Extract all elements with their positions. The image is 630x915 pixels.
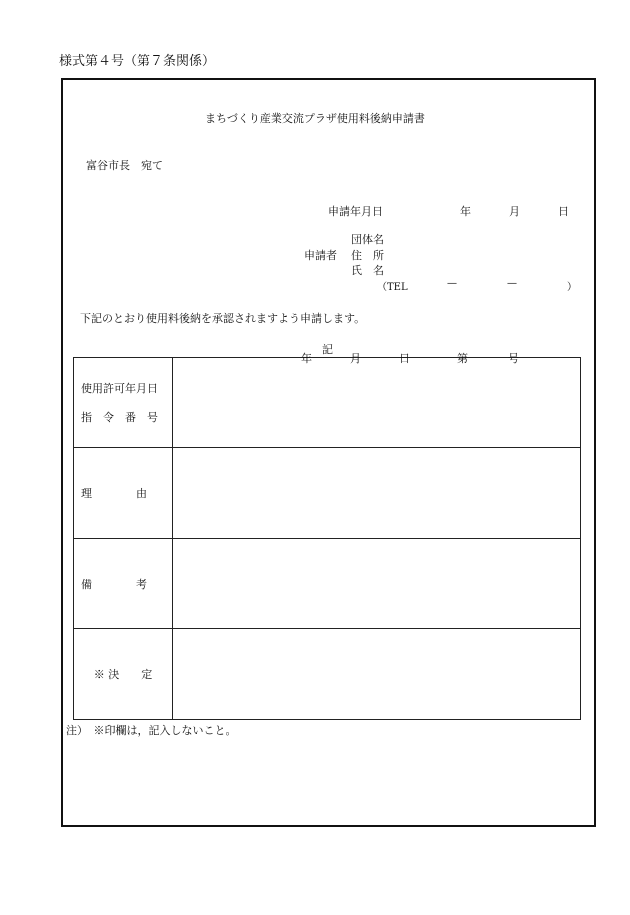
permit-year: 年	[301, 352, 312, 365]
application-date-month: 月	[509, 205, 520, 218]
decision-value-cell	[173, 629, 581, 720]
ki-heading: 記	[322, 343, 333, 356]
reason-label: 理 由	[81, 487, 147, 500]
reason-row	[74, 448, 581, 539]
application-date-day: 日	[558, 205, 569, 218]
permit-dai: 第	[457, 352, 468, 365]
remarks-label: 備 考	[81, 577, 147, 591]
applicant-address-label: 住 所	[351, 249, 384, 262]
footnote: 注） ※印欄は，記入しないこと。	[66, 724, 237, 737]
tel-close-paren: ）	[567, 282, 577, 293]
reason-value-cell[interactable]	[173, 448, 581, 539]
permit-value	[174, 352, 579, 446]
decision-label-cell	[74, 629, 173, 720]
permit-day: 日	[399, 352, 410, 365]
permit-date-label: 使用許可年月日	[81, 381, 158, 395]
permit-month: 月	[350, 352, 361, 365]
decision-row	[74, 629, 581, 720]
record-table	[73, 352, 581, 720]
request-statement: 下記のとおり使用料後納を承認されますよう申請します。	[80, 312, 366, 325]
permit-go: 号	[508, 352, 519, 365]
application-date-year: 年	[460, 205, 471, 218]
permit-number-label: 指 令 番 号	[81, 410, 158, 424]
decision-label: ※ 決 定	[93, 668, 153, 681]
application-date-label: 申請年月日	[328, 205, 383, 218]
applicant-tel-label: （TEL	[377, 282, 408, 293]
permit-value-cell[interactable]	[173, 352, 581, 448]
document-title: まちづくり産業交流プラザ使用料後納申請書	[205, 112, 425, 125]
form-number: 様式第４号（第７条関係）	[59, 54, 216, 69]
remarks-label-cell	[74, 539, 173, 629]
remarks-row	[74, 539, 581, 629]
tel-dash-2: —	[507, 278, 517, 289]
applicant-name-label: 氏 名	[351, 264, 384, 277]
remarks-value-cell[interactable]	[173, 539, 581, 629]
reason-label-cell	[74, 448, 173, 539]
tel-dash-1: —	[447, 278, 457, 289]
addressee: 富谷市長 宛て	[86, 159, 163, 172]
permit-label-cell	[74, 358, 173, 448]
applicant-label: 申請者	[304, 249, 337, 262]
applicant-organization-label: 団体名	[351, 233, 384, 246]
permit-row	[74, 358, 581, 448]
